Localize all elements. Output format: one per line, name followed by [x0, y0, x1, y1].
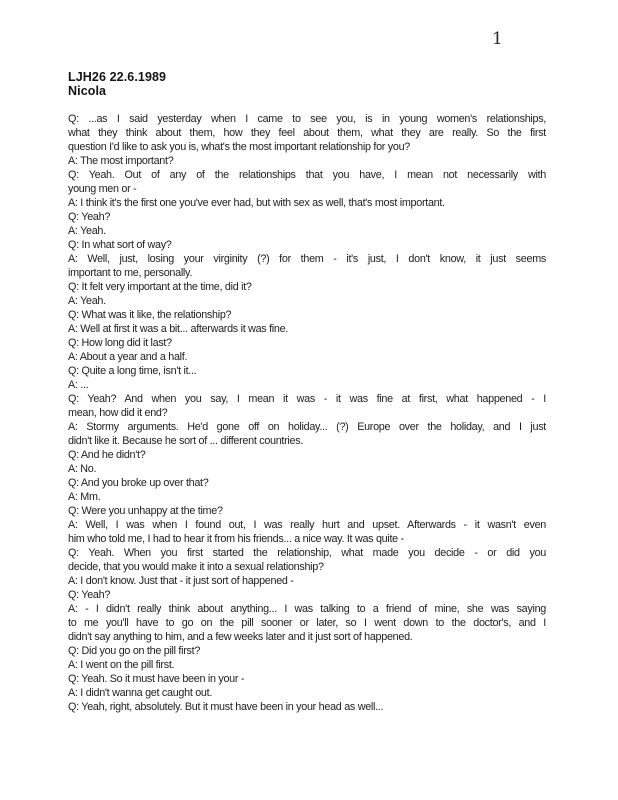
transcript-line: Q: Yeah, right, absolutely. But it must have been in your head as well... — [68, 701, 384, 713]
transcript-line: A: I went on the pill first. — [68, 659, 175, 671]
transcript-line: A: - I didn't really think about anything... I was talking to a friend of mine, she was saying — [68, 603, 546, 615]
transcript-line: Q: Did you go on the pill first? — [68, 645, 201, 657]
transcript-line: A: The most important? — [68, 155, 174, 167]
transcript-line: A: Well, I was when I found out, I was really hurt and upset. Afterwards - it wasn't even — [68, 519, 546, 531]
transcript-line: Q: How long did it last? — [68, 337, 172, 349]
transcript-line: what they think about them, how they feel about them, what they are really. So the first — [68, 127, 546, 139]
transcript-line: Q: And you broke up over that? — [68, 477, 209, 489]
transcript-line: A: About a year and a half. — [68, 351, 188, 363]
transcript-line: Q: Yeah? — [68, 589, 111, 601]
transcript-line: Q: In what sort of way? — [68, 239, 172, 251]
transcript-line: A: I think it's the first one you've ever had, but with sex as well, that's most important. — [68, 197, 445, 209]
transcript-line: question I'd like to ask you is, what's the most important relationship for you? — [68, 141, 411, 153]
transcript-line: young men or - — [68, 183, 137, 195]
transcript-line: didn't like it. Because he sort of ... different countries. — [68, 435, 304, 447]
transcript-line: him who told me, I had to hear it from his friends... a nice way. It was quite - — [68, 533, 404, 545]
transcript-line: Q: Yeah? And when you say, I mean it was - it was fine at first, what happened - I — [68, 393, 546, 405]
interview-id: LJH26 22.6.1989 — [68, 70, 167, 84]
page-number: 1 — [492, 29, 503, 49]
transcript-line: didn't say anything to him, and a few weeks later and it just sort of happened. — [68, 631, 413, 643]
transcript-line: mean, how did it end? — [68, 407, 168, 419]
transcript-line: A: Yeah. — [68, 225, 106, 237]
transcript-line: Q: It felt very important at the time, did it? — [68, 281, 252, 293]
transcript-line: Q: ...as I said yesterday when I came to see you, is in young women's relationships, — [68, 113, 546, 125]
transcript-body — [68, 112, 546, 714]
transcript-line: A: Well, just, losing your virginity (?) for them - it's just, I don't know, it just seems — [68, 253, 546, 265]
transcript-line: Q: Yeah. Out of any of the relationships that you have, I mean not necessarily with — [68, 169, 546, 181]
transcript-line: decide, that you would make it into a sexual relationship? — [68, 561, 324, 573]
transcript-line: A: ... — [68, 379, 89, 391]
transcript-line: important to me, personally. — [68, 267, 193, 279]
transcript-line: A: Mm. — [68, 491, 101, 503]
transcript-line: Q: Quite a long time, isn't it... — [68, 365, 197, 377]
transcript-line: Q: Yeah? — [68, 211, 111, 223]
document-header — [68, 70, 166, 98]
transcript-line: A: I didn't wanna get caught out. — [68, 687, 213, 699]
transcript-line: Q: Yeah. When you first started the relationship, what made you decide - or did you — [68, 547, 546, 559]
transcript-line: A: Stormy arguments. He'd gone off on holiday... (?) Europe over the holiday, and I just — [68, 421, 546, 433]
transcript-line: Q: Were you unhappy at the time? — [68, 505, 223, 517]
transcript-line: Q: Yeah. So it must have been in your - — [68, 673, 245, 685]
transcript-line: A: I don't know. Just that - it just sort of happened - — [68, 575, 294, 587]
interviewee-name: Nicola — [68, 84, 107, 98]
transcript-line: A: Well at first it was a bit... afterwards it was fine. — [68, 323, 289, 335]
transcript-line: Q: What was it like, the relationship? — [68, 309, 232, 321]
transcript-line: A: Yeah. — [68, 295, 106, 307]
transcript-line: to me you'll have to go on the pill sooner or later, so I went down to the doctor's, and I — [68, 617, 546, 629]
transcript-line: Q: And he didn't? — [68, 449, 146, 461]
transcript-line: A: No. — [68, 463, 97, 475]
